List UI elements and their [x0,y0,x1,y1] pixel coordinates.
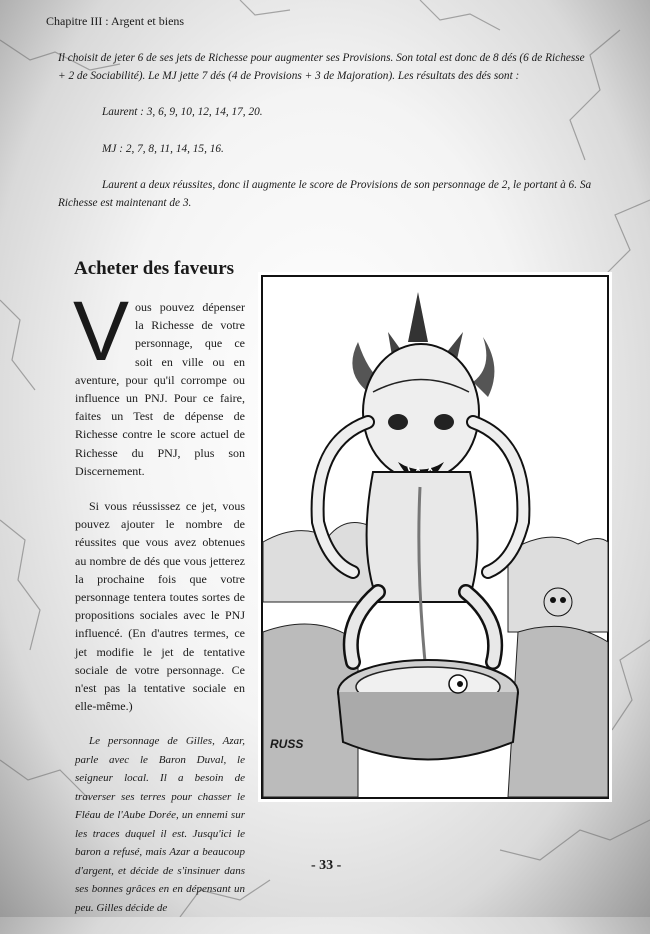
body-column [73,284,245,934]
roll-result-paragraph: Laurent a deux réussites, donc il augmente le score de Provisions de son personnage de 2, le portant à 6. Sa Richesse est maintenant de 3. [58,179,592,209]
artist-signature: RUSS [270,737,304,751]
body-paragraph-1-text: ous pouvez dépenser la Richesse de votre personnage, que ce soit en ville ou en aventure, pour qu'il corrompe ou influence un PNJ. Pour ce faire, faites un Test de dépense de Richesse contre le score actuel de Richesse du PNJ, plus son Discernement. [75,300,245,478]
intro-example-block [58,50,592,231]
laurent-roll-line: Laurent : 3, 6, 9, 10, 12, 14, 17, 20. [102,106,263,118]
drop-cap: V [73,284,130,378]
example-paragraph: Le personnage de Gilles, Azar, parle avec le Baron Duval, le seigneur local. Il a besoin de traverser ses terres pour chasser le Fléau de l'Aube Dorée, un ennemi sur les traces duquel il est. Jusqu'ici le baron a refusé, mais Azar a beaucoup d'argent, et décide de s'insinuer dans ses bonnes grâces en en dépensant un peu. Gilles décide de [75,735,245,914]
body-paragraph-2: Si vous réussissez ce jet, vous pouvez ajouter le nombre de réussites que vous avez obtenues au nombre de dés que vous jetterez la prochaine fois que votre personnage tentera toutes sortes de propositions sociales avec le PNJ influencé. (En d'autres termes, ce jet modifie le jet de tentative sociale de votre personnage. Ce n'est pas la tentative sociale en elle-même.) [75,499,245,714]
body-paragraph-1 [73,284,245,480]
demon-illustration-drawing [258,272,612,802]
intro-paragraph: Il choisit de jeter 6 de ses jets de Richesse pour augmenter ses Provisions. Son total est donc de 8 dés (6 de Richesse + 2 de Sociabilité). Le MJ jette 7 dés (4 de Provisions + 3 de Majoration). Les résultats des dés sont : [58,52,585,82]
demon-illustration [258,272,612,802]
section-title: Acheter des faveurs [74,258,235,279]
chapter-header: Chapitre III : Argent et biens [46,14,185,28]
mj-roll-line: MJ : 2, 7, 8, 11, 14, 15, 16. [102,142,224,155]
page-number: - 33 - [311,858,342,873]
